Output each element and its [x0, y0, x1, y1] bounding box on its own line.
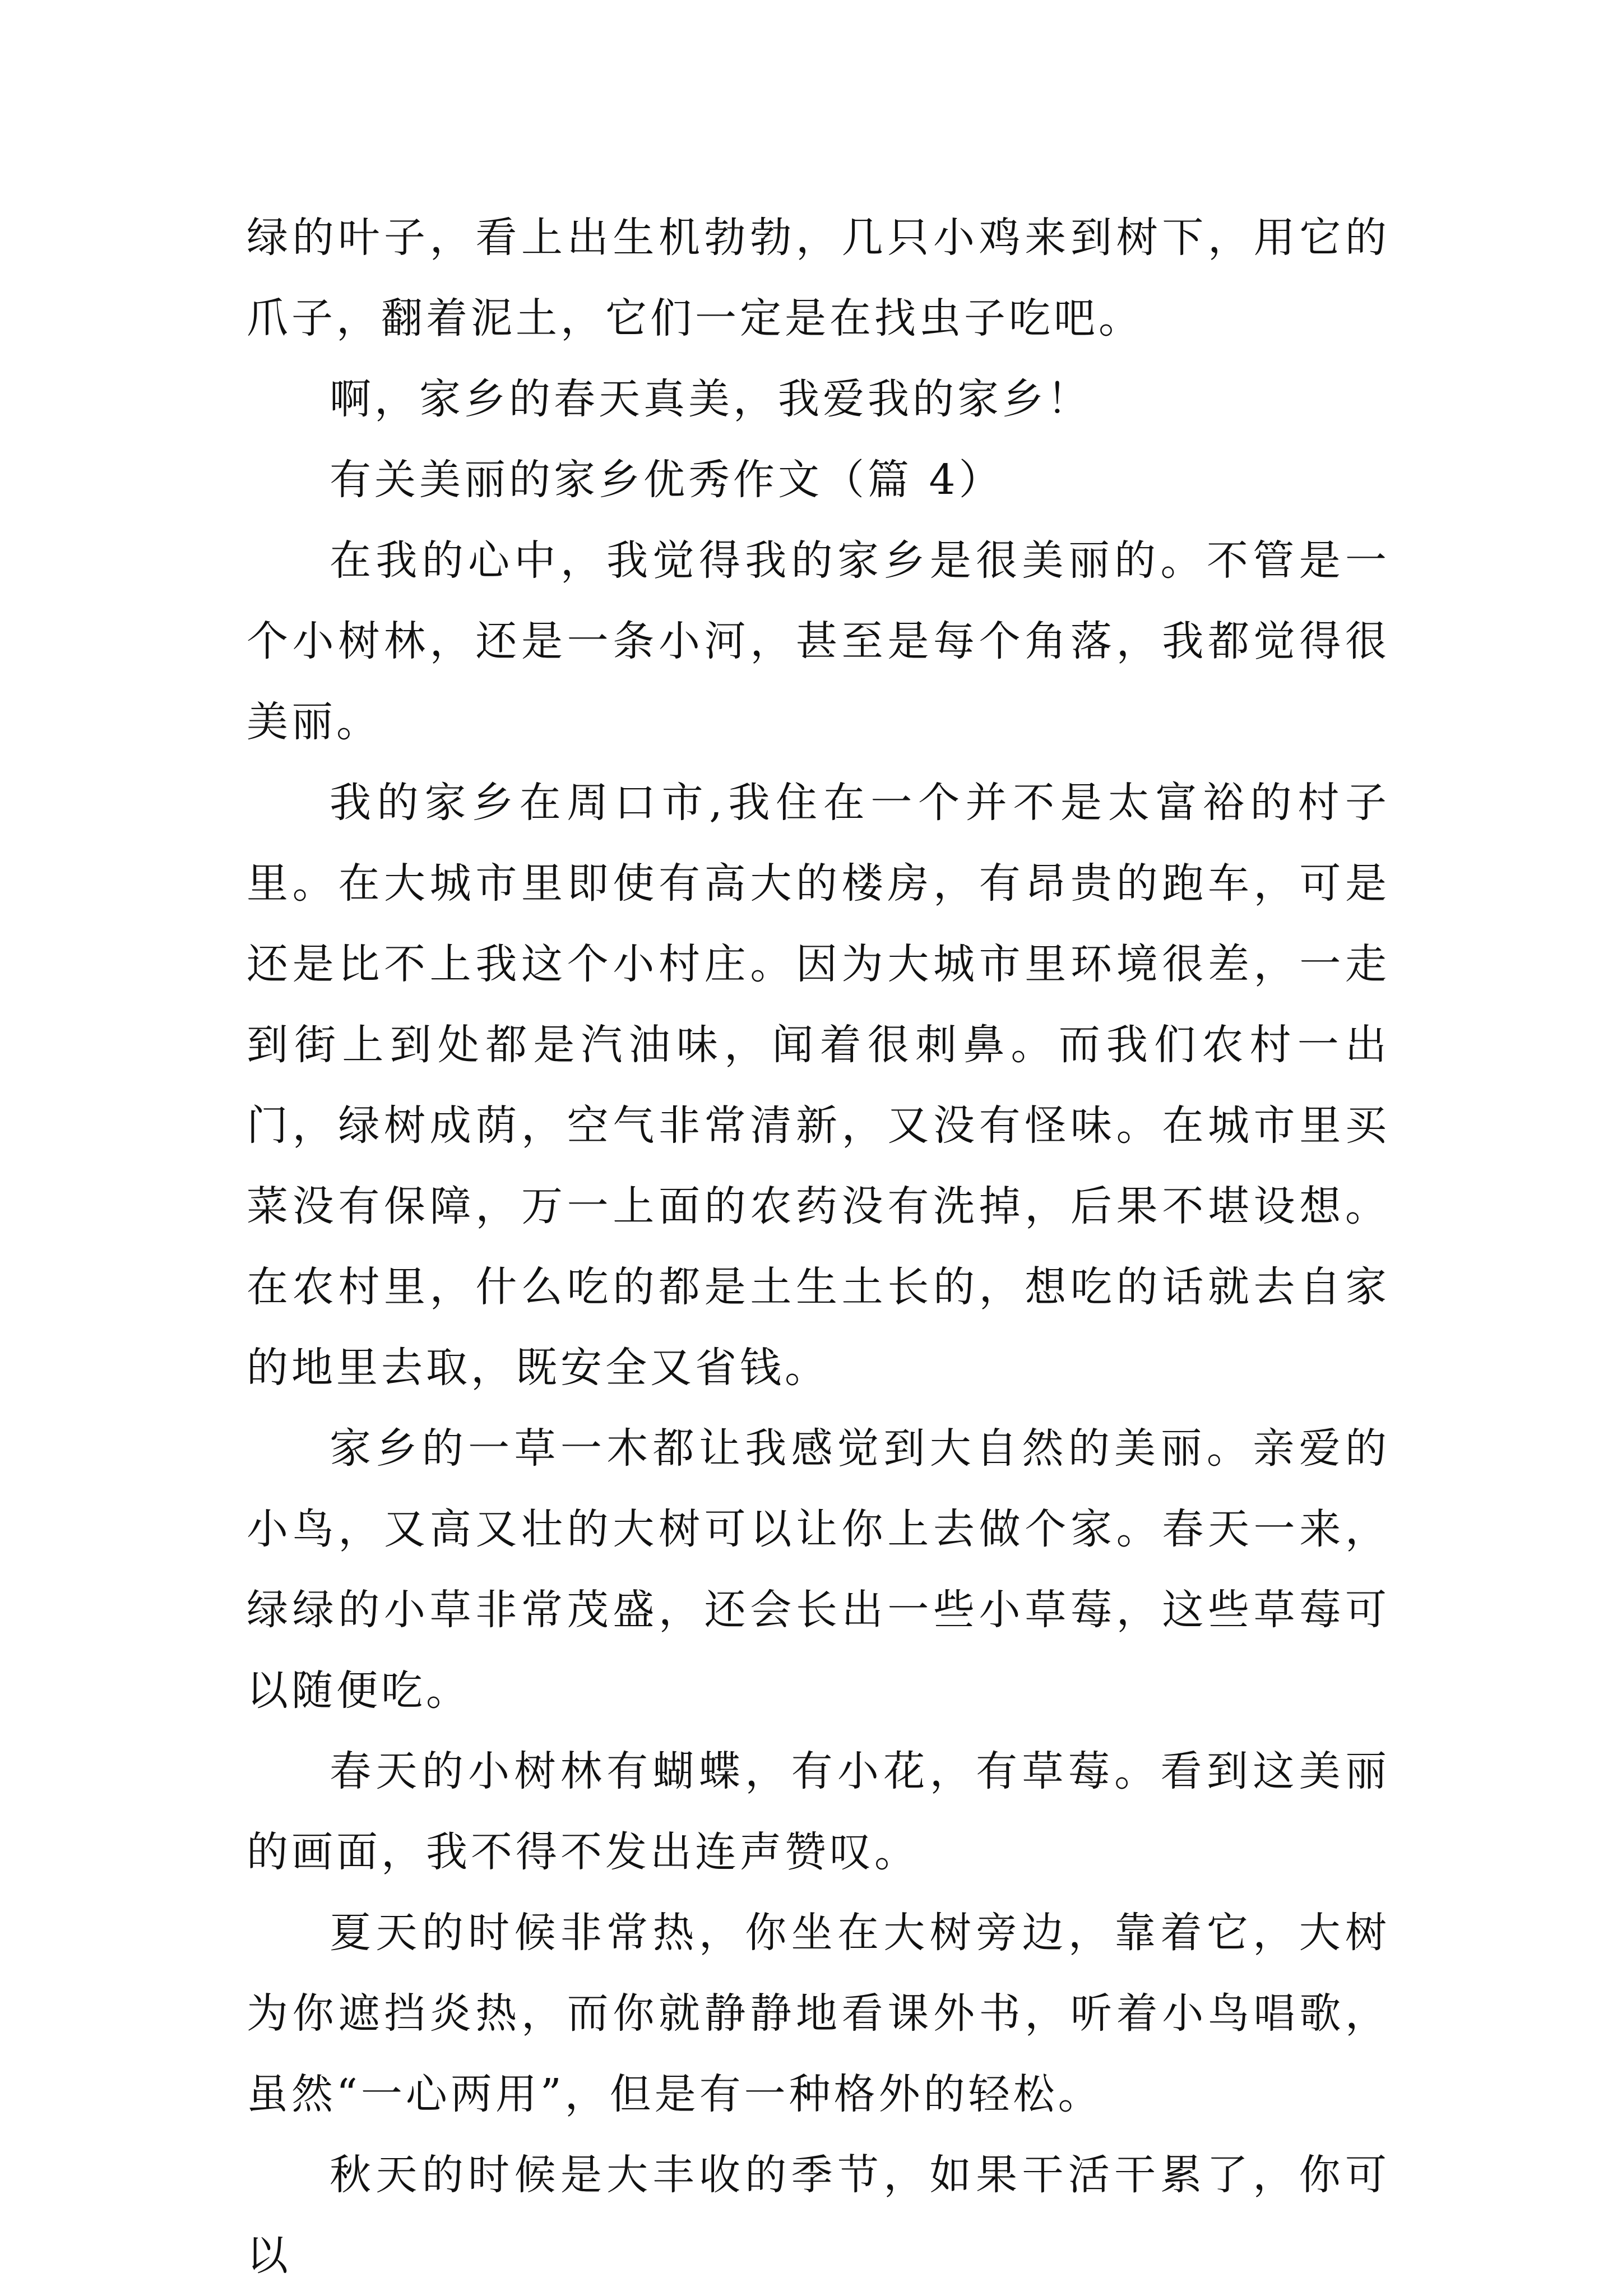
paragraph-intro: 在我的心中，我觉得我的家乡是很美丽的。不管是一个小树林，还是一条小河，甚至是每个角落，我都觉得很美丽。 — [247, 536, 1390, 746]
paragraph-spring: 春天的小树林有蝴蝶，有小花，有草莓。看到这美丽的画面，我不得不发出连声赞叹。 — [247, 1747, 1390, 1876]
paragraph-summer: 夏天的时候非常热，你坐在大树旁边，靠着它，大树为你遮挡炎热，而你就静静地看课外书，听着小鸟唱歌，虽然“一心两用”，但是有一种格外的轻松。 — [247, 1909, 1390, 2118]
paragraph-hometown: 我的家乡在周口市,我住在一个并不是太富裕的村子里。在大城市里即使有高大的楼房，有昂贵的跑车，可是还是比不上我这个小村庄。因为大城市里环境很差，一走到街上到处都是汽油味，闻着很刺鼻。而我们农村一出门，绿树成荫，空气非常清新，又没有怪味。在城市里买菜没有保障，万一上面的农药没有洗掉，后果不堪设想。在农村里，什么吃的都是土生土长的，想吃的话就去自家的地里去取，既安全又省钱。 — [247, 779, 1390, 1392]
paragraph-nature: 家乡的一草一木都让我感觉到大自然的美丽。亲爱的小鸟，又高又壮的大树可以让你上去做个家。春天一来，绿绿的小草非常茂盛，还会长出一些小草莓，这些草莓可以随便吃。 — [247, 1424, 1390, 1715]
paragraph-closing-exclamation: 啊，家乡的春天真美，我爱我的家乡！ — [330, 375, 1092, 423]
document-body — [247, 197, 1390, 2296]
essay-heading: 有关美丽的家乡优秀作文（篇 4） — [330, 456, 1004, 504]
paragraph-autumn: 秋天的时候是大丰收的季节，如果干活干累了，你可以 — [247, 2151, 1390, 2280]
paragraph-continuation: 绿的叶子，看上出生机勃勃，几只小鸡来到树下，用它的爪子，翻着泥土，它们一定是在找虫子吃吧。 — [247, 214, 1390, 342]
